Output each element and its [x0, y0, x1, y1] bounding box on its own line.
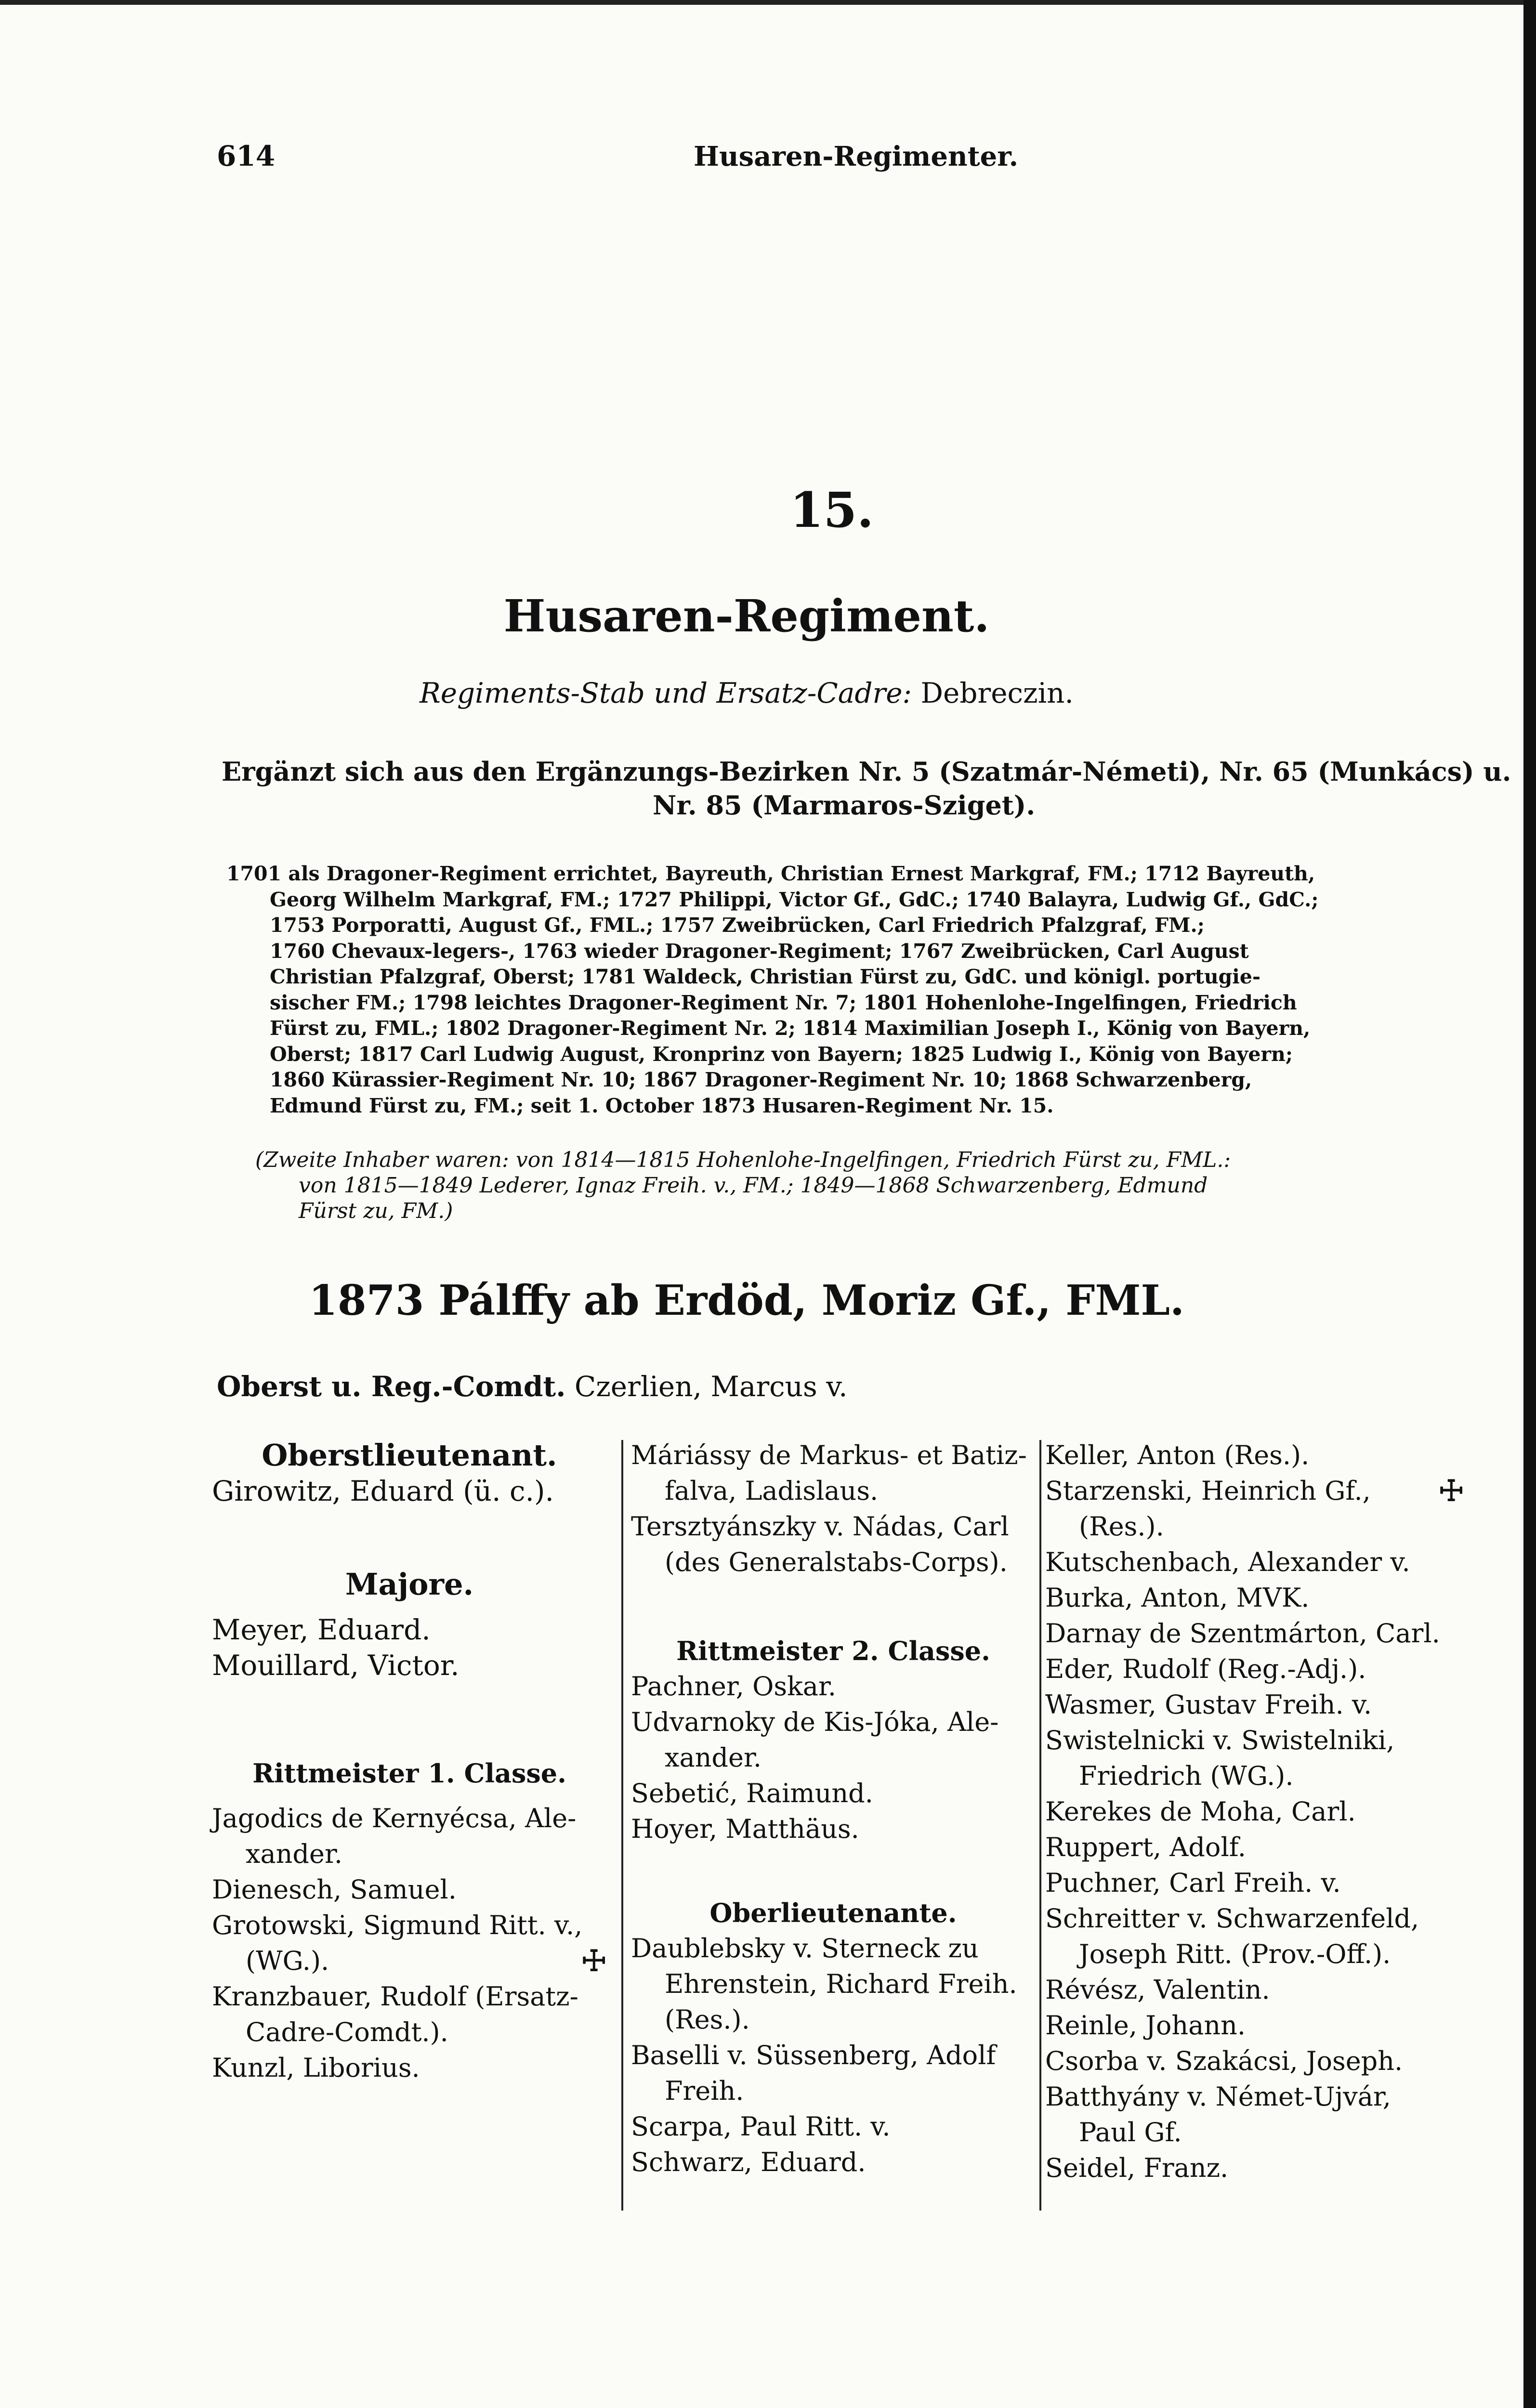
section-heading-oberlieutenante: Oberlieutenante.: [709, 1898, 957, 1928]
history-line: Edmund Fürst zu, FM.; seit 1. October 1873 Husaren-Regiment Nr. 15.: [270, 1094, 1054, 1117]
roster-entry: Mouillard, Victor.: [212, 1649, 459, 1682]
roster-entry: Kunzl, Liborius.: [212, 2053, 420, 2083]
roster-entry: Eder, Rudolf (Reg.-Adj.).: [1045, 1654, 1366, 1684]
second-owners-line: von 1815—1849 Lederer, Ignaz Freih. v., FM.; 1849—1868 Schwarzenberg, Edmund: [299, 1173, 1208, 1198]
roster-entry: Seidel, Franz.: [1045, 2153, 1229, 2183]
regiment-history: [226, 861, 1426, 1119]
roster-entry: Udvarnoky de Kis-Jóka, Ale-: [631, 1707, 999, 1737]
roster-entry: Schwarz, Eduard.: [631, 2147, 866, 2177]
roster-entry: falva, Ladislaus.: [665, 1476, 879, 1506]
roster-entry: Máriássy de Markus- et Batiz-: [631, 1440, 1027, 1470]
roster-entry: Batthyány v. Német-Ujvár,: [1045, 2081, 1391, 2112]
roster-entry: Paul Gf.: [1079, 2117, 1182, 2147]
history-line: Oberst; 1817 Carl Ludwig August, Kronprinz von Bayern; 1825 Ludwig I., König von Bayern;: [270, 1042, 1293, 1066]
column-divider: [621, 1440, 623, 2211]
section-heading-majore: Majore.: [345, 1567, 474, 1602]
roster-entry: Swistelnicki v. Swistelniki,: [1045, 1725, 1395, 1755]
roster-entry: (des Generalstabs-Corps).: [665, 1547, 1008, 1577]
roster-entry: Puchner, Carl Freih. v.: [1045, 1868, 1341, 1898]
roster-entry: Freih.: [665, 2076, 744, 2106]
roster-entry: Friedrich (WG.).: [1079, 1761, 1294, 1791]
running-title: Husaren-Regimenter.: [694, 141, 1019, 172]
regiment-title: Husaren-Regiment.: [503, 590, 990, 642]
roster-entry: (WG.).: [246, 1946, 329, 1976]
scan-edge-right: [1523, 0, 1536, 2408]
roster-entry: (Res.).: [1079, 1511, 1164, 1542]
entry-text: Grotowski, Sigmund Ritt. v.,: [212, 1910, 583, 1940]
roster-entry: Girowitz, Eduard (ü. c.).: [212, 1475, 554, 1507]
history-line: 1760 Chevaux-legers-, 1763 wieder Dragoner-Regiment; 1767 Zweibrücken, Carl August: [270, 939, 1249, 963]
cadre-place: Debreczin.: [920, 677, 1074, 709]
roster-entry: xander.: [665, 1742, 761, 1773]
roster-entry: (Res.).: [665, 2004, 750, 2035]
roster-entry: Cadre-Comdt.).: [246, 2017, 448, 2047]
roster-entry: Keller, Anton (Res.).: [1045, 1440, 1310, 1470]
section-heading-rittmeister-1: Rittmeister 1. Classe.: [252, 1758, 566, 1789]
roster-entry: Reinle, Johann.: [1045, 2010, 1246, 2041]
roster-entry: Dienesch, Samuel.: [212, 1874, 457, 1905]
history-line: sischer FM.; 1798 leichtes Dragoner-Regiment Nr. 7; 1801 Hohenlohe-Ingelfingen, Friedrich: [270, 991, 1297, 1014]
roster-entry: Sebetić, Raimund.: [631, 1778, 873, 1808]
roster-entry: Darnay de Szentmárton, Carl.: [1045, 1618, 1440, 1649]
roster-column-2: [631, 1438, 1036, 2180]
section-heading-oberstlieutenant: Oberstlieutenant.: [262, 1438, 557, 1473]
roster-entry: Wasmer, Gustav Freih. v.: [1045, 1689, 1372, 1720]
history-line: 1701 als Dragoner-Regiment errichtet, Bayreuth, Christian Ernest Markgraf, FM.; 1712 Bayreuth,: [226, 862, 1315, 885]
cross-icon: ☩: [581, 1944, 607, 1978]
roster-entry: Tersztyánszky v. Nádas, Carl: [631, 1511, 1009, 1542]
history-line: Christian Pfalzgraf, Oberst; 1781 Waldeck, Christian Fürst zu, GdC. und königl. portugie-: [270, 965, 1260, 988]
roster-entry: Csorba v. Szakácsi, Joseph.: [1045, 2046, 1403, 2076]
roster-entry: Hoyer, Matthäus.: [631, 1814, 859, 1844]
section-heading-rittmeister-2: Rittmeister 2. Classe.: [676, 1636, 990, 1666]
regiment-number: 15.: [790, 482, 874, 538]
roster-entry: Burka, Anton, MVK.: [1045, 1583, 1310, 1613]
spacer: [631, 1847, 1036, 1895]
oberst-name: Czerlien, Marcus v.: [574, 1370, 848, 1403]
page-number: 614: [217, 140, 276, 172]
roster-entry: Meyer, Eduard.: [212, 1613, 431, 1646]
spacer: [212, 1791, 607, 1801]
roster-column-1: [212, 1438, 607, 2086]
history-line: Fürst zu, FML.; 1802 Dragoner-Regiment Nr. 2; 1814 Maximilian Joseph I., König von Bayern,: [270, 1017, 1311, 1040]
spacer: [212, 1683, 607, 1755]
spacer: [212, 1602, 607, 1612]
spacer: [631, 1580, 1036, 1633]
oberst-line: [217, 1370, 848, 1403]
roster-entry: [1045, 1473, 1464, 1509]
entry-text: Starzenski, Heinrich Gf.,: [1045, 1476, 1371, 1506]
roster-entry: Daublebsky v. Sterneck zu: [631, 1933, 979, 1963]
history-line: 1753 Porporatti, August Gf., FML.; 1757 Zweibrücken, Carl Friedrich Pfalzgraf, FM.;: [270, 914, 1205, 937]
roster-entry: Ehrenstein, Richard Freih.: [665, 1969, 1017, 1999]
history-line: 1860 Kürassier-Regiment Nr. 10; 1867 Dragoner-Regiment Nr. 10; 1868 Schwarzenberg,: [270, 1068, 1252, 1091]
second-owners: [255, 1147, 1421, 1224]
roster-entry: Schreitter v. Schwarzenfeld,: [1045, 1903, 1419, 1934]
roster-entry: Kerekes de Moha, Carl.: [1045, 1796, 1356, 1827]
roster-entry: Kranzbauer, Rudolf (Ersatz-: [212, 1981, 578, 2012]
roster-entry: Scarpa, Paul Ritt. v.: [631, 2111, 891, 2142]
erganzt-line-2: Nr. 85 (Marmaros-Sziget).: [653, 790, 1036, 821]
roster-entry: Jagodics de Kernyécsa, Ale-: [212, 1803, 577, 1833]
erganzt-line-1: Ergänzt sich aus den Ergänzungs-Bezirken Nr. 5 (Szatmár-Németi), Nr. 65 (Munkács) u.: [222, 756, 1511, 787]
roster-entry: xander.: [246, 1839, 342, 1869]
roster-entry: Kutschenbach, Alexander v.: [1045, 1547, 1410, 1577]
roster-column-3: [1045, 1438, 1464, 2186]
scan-edge-top: [0, 0, 1536, 5]
roster-entry: Pachner, Oskar.: [631, 1671, 837, 1701]
second-owners-line: (Zweite Inhaber waren: von 1814—1815 Hohenlohe-Ingelfingen, Friedrich Fürst zu, FML.:: [255, 1148, 1231, 1172]
roster-entry: Révész, Valentin.: [1045, 1975, 1270, 2005]
roster-entry: Ruppert, Adolf.: [1045, 1832, 1246, 1862]
second-owners-line: Fürst zu, FM.): [299, 1199, 453, 1223]
regiment-owner: 1873 Pálffy ab Erdöd, Moriz Gf., FML.: [309, 1276, 1184, 1325]
cross-icon: ☩: [1438, 1474, 1464, 1508]
history-line: Georg Wilhelm Markgraf, FM.; 1727 Philippi, Victor Gf., GdC.; 1740 Balayra, Ludwig Gf., GdC.;: [270, 888, 1319, 911]
oberst-label: Oberst u. Reg.-Comdt.: [217, 1370, 566, 1403]
cadre-line: [0, 677, 1493, 709]
roster-entry: Baselli v. Süssenberg, Adolf: [631, 2040, 996, 2070]
cadre-label: Regiments-Stab und Ersatz-Cadre:: [420, 677, 912, 709]
column-divider: [1039, 1440, 1041, 2211]
spacer: [212, 1509, 607, 1567]
roster-entry: Joseph Ritt. (Prov.-Off.).: [1079, 1939, 1391, 1969]
